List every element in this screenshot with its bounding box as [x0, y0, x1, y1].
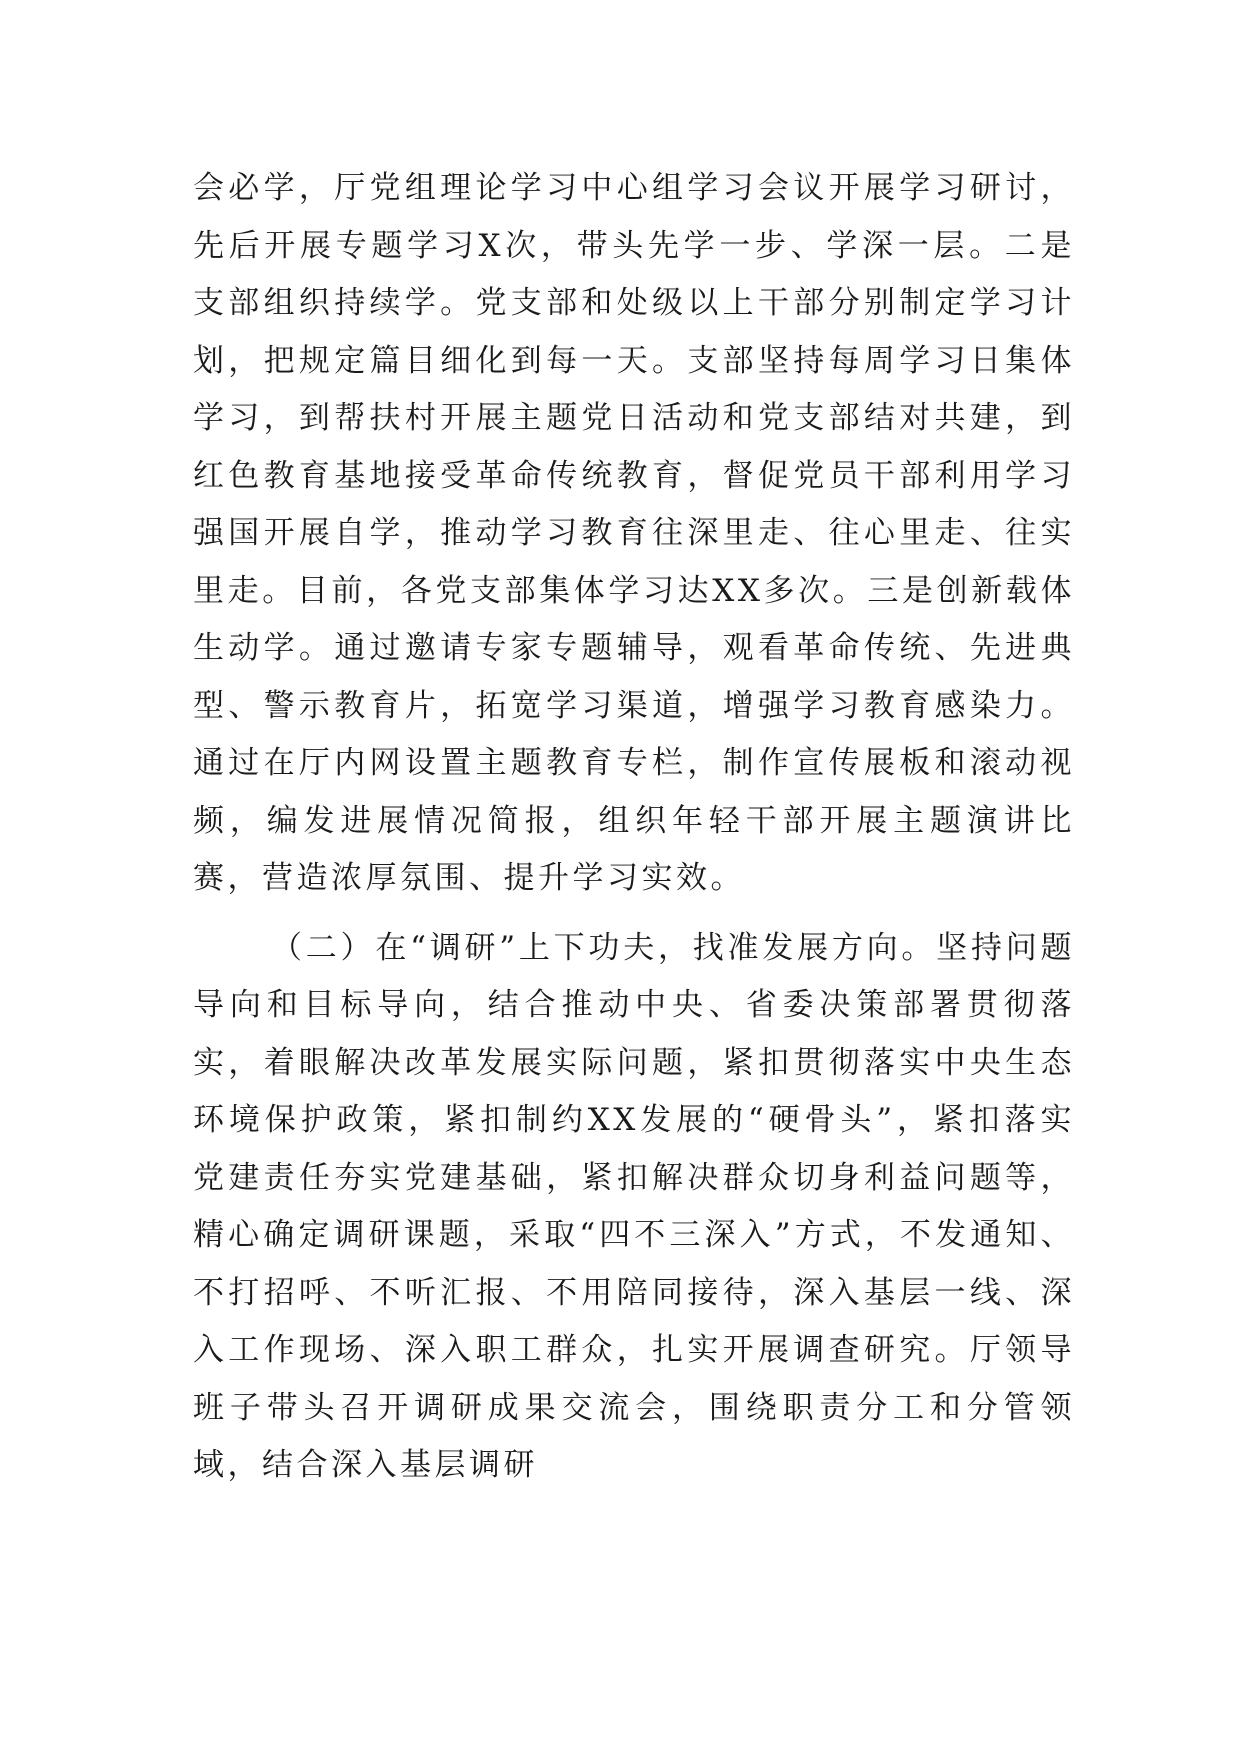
- body-paragraph-1: 会必学，厅党组理论学习中心组学习会议开展学习研讨，先后开展专题学习X次，带头先学一步、学深一层。二是支部组织持续学。党支部和处级以上干部分别制定学习计划，把规定篇目细化到每一天。支部坚持每周学习日集体学习，到帮扶村开展主题党日活动和党支部结对共建，到红色教育基地接受革命传统教育，督促党员干部利用学习强国开展自学，推动学习教育往深里走、往心里走、往实里走。目前，各党支部集体学习达XX多次。三是创新载体生动学。通过邀请专家专题辅导，观看革命传统、先进典型、警示教育片，拓宽学习渠道，增强学习教育感染力。通过在厅内网设置主题教育专栏，制作宣传展板和滚动视频，编发进展情况简报，组织年轻干部开展主题演讲比赛，营造浓厚氛围、提升学习实效。: [193, 170, 1075, 896]
- document-body: [193, 160, 1075, 1495]
- body-paragraph-2: （二）在“调研”上下功夫，找准发展方向。坚持问题导向和目标导向，结合推动中央、省委决策部署贯彻落实，着眼解决改革发展实际问题，紧扣贯彻落实中央生态环境保护政策，紧扣制约XX发展的“硬骨头”，紧扣落实党建责任夯实党建基础，紧扣解决群众切身利益问题等，精心确定调研课题，采取“四不三深入”方式，不发通知、不打招呼、不听汇报、不用陪同接待，深入基层一线、深入工作现场、深入职工群众，扎实开展调查研究。厅领导班子带头召开调研成果交流会，围绕职责分工和分管领域，结合深入基层调研: [193, 929, 1075, 1483]
